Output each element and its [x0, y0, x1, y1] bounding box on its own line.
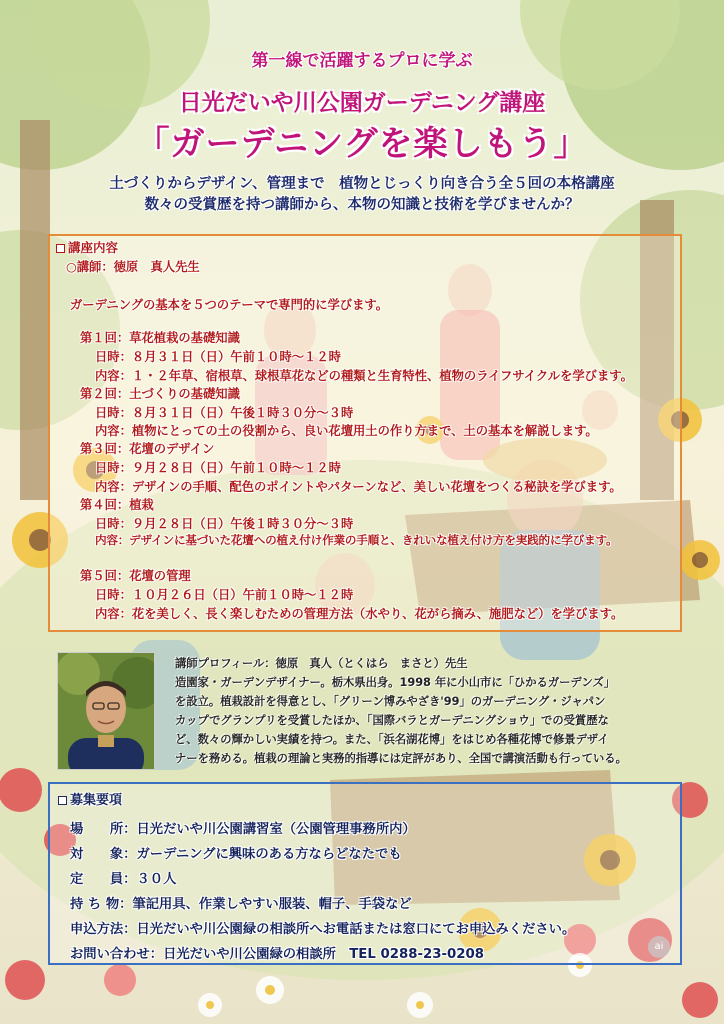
profile-heading: 講師プロフィール：徳原 真人（とくはら まさと）先生: [175, 657, 468, 670]
recruit-capacity: 定 員：３０人: [70, 872, 177, 887]
profile-line-5: ナーを務める。植栽の理論と実務的指導には定評があり、全国で講演活動も行っている。: [175, 752, 627, 765]
course-heading: [56, 238, 118, 256]
session-4-date: 日時：９月２８日（日）午後１時３０分～３時: [95, 517, 354, 531]
checkbox-square-icon: [56, 244, 65, 253]
session-2-date: 日時：８月３１日（日）午後１時３０分～３時: [95, 406, 354, 420]
recruit-heading-label: 募集要項: [70, 793, 123, 808]
ai-watermark-badge: ai: [648, 936, 670, 958]
course-summary: ガーデニングの基本を５つのテーマで専門的に学びます。: [70, 298, 388, 312]
main-title: 「ガーデニングを楽しもう」: [135, 124, 589, 164]
recruit-heading: [58, 789, 122, 808]
intro-line-2: 数々の受賞歴を持つ講師から、本物の知識と技術を学びませんか？: [144, 197, 580, 213]
session-1-title: 第１回：草花植栽の基礎知識: [80, 331, 240, 345]
recruit-application: 申込方法：日光だいや川公園緑の相談所へお電話または窓口にてお申込みください。: [70, 922, 576, 937]
session-5-date: 日時：１０月２６日（日）午前１０時～１２時: [95, 588, 354, 602]
session-2-title: 第２回：土づくりの基礎知識: [80, 387, 240, 401]
session-5-content: 内容：花を美しく、長く楽しむための管理方法（水やり、花がら摘み、施肥など）を学びます。: [95, 607, 624, 621]
intro-line-1: 土づくりからデザイン、管理まで 植物とじっくり向き合う全５回の本格講座: [109, 176, 615, 192]
course-heading-label: 講座内容: [68, 240, 119, 255]
recruit-target: 対 象：ガーデニングに興味のある方ならどなたでも: [70, 847, 402, 862]
lecturer-photo: [57, 652, 155, 770]
session-4-title: 第４回：植栽: [80, 498, 154, 512]
title-line-1: 第一線で活躍するプロに学ぶ: [251, 51, 473, 71]
checkbox-square-icon: [58, 796, 67, 805]
session-3-title: 第３回：花壇のデザイン: [80, 442, 215, 456]
profile-line-4: ど、数々の輝かしい実績を持つ。また、「浜名湖花博」をはじめ各種花博で修景デザイ: [175, 733, 609, 746]
session-3-date: 日時：９月２８日（日）午前１０時～１２時: [95, 461, 341, 475]
session-4-content: 内容：デザインに基づいた花壇への植え付け作業の手順と、きれいな植え付け方を実践的に学びます。: [95, 533, 618, 547]
session-1-date: 日時：８月３１日（日）午前１０時～１２時: [95, 350, 341, 364]
session-1-content: 内容：１・２年草、宿根草、球根草花などの種類と生育特性、植物のライフサイクルを学びます。: [95, 369, 633, 383]
title-line-2: 日光だいや川公園ガーデニング講座: [178, 90, 546, 116]
recruit-contact: お問い合わせ：日光だいや川公園緑の相談所 TEL 0288-23-0208: [70, 947, 485, 962]
session-2-content: 内容：植物にとっての土の役割から、良い花壇用土の作り方まで、土の基本を解説します。: [95, 424, 598, 438]
session-5-title: 第５回：花壇の管理: [80, 569, 191, 583]
recruit-belongings: 持 ち 物：筆記用具、作業しやすい服装、帽子、手袋など: [70, 897, 412, 912]
recruit-venue: 場 所：日光だいや川公園講習室（公園管理事務所内）: [70, 822, 416, 837]
profile-line-3: カップでグランプリを受賞したほか、「国際バラとガーデニングショウ」での受賞歴な: [175, 714, 609, 727]
profile-line-2: を設立。植栽設計を得意とし、「グリーン博みやざき'99」のガーデニング・ジャパン: [175, 695, 606, 708]
lecturer-line: ○講師：徳原 真人先生: [66, 260, 200, 274]
profile-line-1: 造園家・ガーデンデザイナー。栃木県出身。1998 年に小山市に「ひかるガーデンズ」: [175, 676, 616, 689]
session-3-content: 内容：デザインの手順、配色のポイントやパターンなど、美しい花壇をつくる秘訣を学びます。: [95, 480, 622, 494]
